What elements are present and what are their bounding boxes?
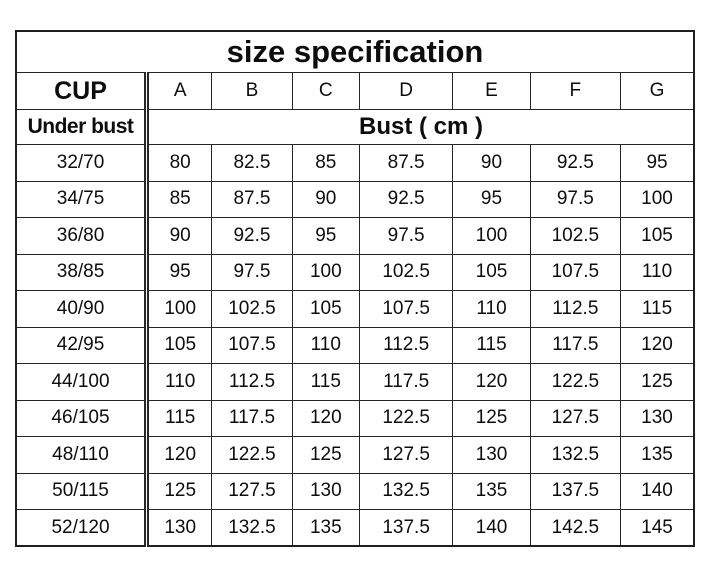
bust-value-cell: 97.5 (530, 181, 620, 218)
bust-value-cell: 100 (292, 254, 359, 291)
bust-value-cell: 105 (147, 327, 212, 364)
bust-value-cell: 130 (292, 473, 359, 510)
bust-value-cell: 115 (621, 291, 694, 328)
under-bust-cell: 46/105 (16, 400, 147, 437)
bust-value-cell: 117.5 (530, 327, 620, 364)
table-row (16, 400, 694, 437)
cup-column-header-b: B (212, 73, 292, 110)
bust-value-cell: 122.5 (212, 437, 292, 474)
bust-value-cell: 120 (453, 364, 530, 401)
bust-value-cell: 92.5 (212, 218, 292, 255)
bust-value-cell: 135 (292, 510, 359, 547)
title-row (16, 31, 694, 73)
bust-value-cell: 112.5 (359, 327, 452, 364)
bust-value-cell: 140 (453, 510, 530, 547)
bust-value-cell: 85 (292, 145, 359, 182)
bust-value-cell: 115 (147, 400, 212, 437)
bust-value-cell: 107.5 (212, 327, 292, 364)
bust-value-cell: 127.5 (530, 400, 620, 437)
bust-value-cell: 130 (621, 400, 694, 437)
table-row (16, 327, 694, 364)
table-row (16, 364, 694, 401)
bust-value-cell: 87.5 (359, 145, 452, 182)
bust-value-cell: 82.5 (212, 145, 292, 182)
under-bust-cell: 40/90 (16, 291, 147, 328)
table-row (16, 473, 694, 510)
table-header (16, 31, 694, 145)
bust-value-cell: 107.5 (530, 254, 620, 291)
table-row (16, 218, 694, 255)
bust-value-cell: 95 (147, 254, 212, 291)
bust-header-row (16, 110, 694, 145)
bust-value-cell: 105 (292, 291, 359, 328)
bust-value-cell: 85 (147, 181, 212, 218)
cup-column-header-d: D (359, 73, 452, 110)
bust-value-cell: 127.5 (359, 437, 452, 474)
bust-value-cell: 125 (453, 400, 530, 437)
under-bust-cell: 36/80 (16, 218, 147, 255)
bust-value-cell: 127.5 (212, 473, 292, 510)
cup-column-header-g: G (621, 73, 694, 110)
size-specification-table (15, 30, 695, 547)
bust-value-cell: 135 (453, 473, 530, 510)
bust-value-cell: 110 (453, 291, 530, 328)
cup-header-label: CUP (16, 73, 147, 110)
bust-value-cell: 137.5 (530, 473, 620, 510)
bust-value-cell: 120 (621, 327, 694, 364)
bust-value-cell: 125 (621, 364, 694, 401)
bust-value-cell: 90 (292, 181, 359, 218)
bust-value-cell: 90 (147, 218, 212, 255)
under-bust-cell: 34/75 (16, 181, 147, 218)
bust-value-cell: 107.5 (359, 291, 452, 328)
bust-value-cell: 130 (453, 437, 530, 474)
bust-value-cell: 102.5 (530, 218, 620, 255)
under-bust-cell: 38/85 (16, 254, 147, 291)
under-bust-cell: 50/115 (16, 473, 147, 510)
bust-value-cell: 110 (621, 254, 694, 291)
bust-value-cell: 137.5 (359, 510, 452, 547)
bust-value-cell: 145 (621, 510, 694, 547)
table-row (16, 510, 694, 547)
cup-column-header-f: F (530, 73, 620, 110)
bust-value-cell: 102.5 (359, 254, 452, 291)
table-row (16, 254, 694, 291)
bust-value-cell: 117.5 (359, 364, 452, 401)
bust-value-cell: 120 (292, 400, 359, 437)
bust-value-cell: 92.5 (530, 145, 620, 182)
bust-value-cell: 140 (621, 473, 694, 510)
bust-value-cell: 100 (453, 218, 530, 255)
under-bust-cell: 42/95 (16, 327, 147, 364)
bust-value-cell: 112.5 (212, 364, 292, 401)
under-bust-cell: 52/120 (16, 510, 147, 547)
bust-value-cell: 135 (621, 437, 694, 474)
table-row (16, 181, 694, 218)
bust-value-cell: 105 (453, 254, 530, 291)
bust-value-cell: 95 (292, 218, 359, 255)
bust-value-cell: 115 (453, 327, 530, 364)
bust-value-cell: 87.5 (212, 181, 292, 218)
cup-column-header-a: A (147, 73, 212, 110)
bust-value-cell: 90 (453, 145, 530, 182)
bust-value-cell: 97.5 (359, 218, 452, 255)
under-bust-cell: 48/110 (16, 437, 147, 474)
bust-value-cell: 132.5 (359, 473, 452, 510)
bust-value-cell: 115 (292, 364, 359, 401)
bust-value-cell: 110 (292, 327, 359, 364)
bust-value-cell: 80 (147, 145, 212, 182)
cup-column-header-c: C (292, 73, 359, 110)
cup-column-header-e: E (453, 73, 530, 110)
under-bust-cell: 44/100 (16, 364, 147, 401)
bust-value-cell: 117.5 (212, 400, 292, 437)
bust-value-cell: 122.5 (359, 400, 452, 437)
table-row (16, 145, 694, 182)
bust-value-cell: 132.5 (212, 510, 292, 547)
bust-value-cell: 132.5 (530, 437, 620, 474)
table-title: size specification (16, 31, 694, 73)
bust-value-cell: 97.5 (212, 254, 292, 291)
bust-value-cell: 122.5 (530, 364, 620, 401)
table-row (16, 437, 694, 474)
bust-value-cell: 125 (147, 473, 212, 510)
bust-value-cell: 105 (621, 218, 694, 255)
bust-value-cell: 95 (453, 181, 530, 218)
bust-value-cell: 142.5 (530, 510, 620, 547)
bust-value-cell: 112.5 (530, 291, 620, 328)
bust-value-cell: 110 (147, 364, 212, 401)
table-body (16, 145, 694, 547)
under-bust-cell: 32/70 (16, 145, 147, 182)
under-bust-header-label: Under bust (16, 110, 147, 145)
cup-header-row (16, 73, 694, 110)
bust-value-cell: 95 (621, 145, 694, 182)
bust-value-cell: 130 (147, 510, 212, 547)
bust-value-cell: 100 (621, 181, 694, 218)
bust-value-cell: 125 (292, 437, 359, 474)
table-row (16, 291, 694, 328)
bust-value-cell: 92.5 (359, 181, 452, 218)
bust-value-cell: 102.5 (212, 291, 292, 328)
bust-value-cell: 120 (147, 437, 212, 474)
bust-value-cell: 100 (147, 291, 212, 328)
bust-cm-header: Bust ( cm ) (147, 110, 694, 145)
